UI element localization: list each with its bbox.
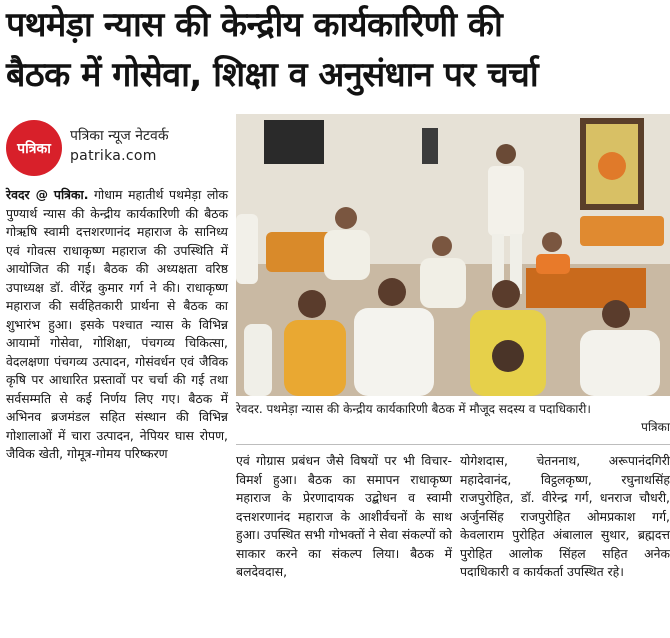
source-url[interactable]: patrika.com — [70, 148, 157, 164]
news-network-label: पत्रिका न्यूज नेटवर्क — [70, 128, 169, 144]
logo-text: पत्रिका — [17, 140, 51, 157]
dateline: रेवदर @ पत्रिका. — [6, 187, 89, 202]
article-column-3: योगेशदास, चेतननाथ, अरूपानंदगिरी महादेवानंद, विट्ठलकृष्ण, रघुनाथसिंह राजपुरोहित, डॉ. वीरेन्द्र गर्ग, धनराज चौधरी, अर्जुनसिंह राजपुरोहित ओमप्रकाश गर्ग, केवलाराम पुरोहित अंबालाल सुथार, ब्रह्मदत्त पुरोहित आलोक सिंहल सहित अनेक पदाधिकारी व कार्यकर्ता उपस्थित रहे। — [460, 453, 670, 579]
headline-line-2: बैठक में गोसेवा, शिक्षा व अनुसंधान पर चर्चा — [6, 55, 539, 95]
headline — [6, 0, 666, 100]
patrika-logo — [6, 120, 62, 176]
article-text-1: गोधाम महातीर्थ पथमेड़ा लोक पुण्यार्थ न्यास की केन्द्रीय कार्यकारिणी की बैठक गोऋषि स्वामी दत्तशरणानंद महाराज के सानिध्य एवं गोवत्स राधाकृष्ण महाराज की उपस्थिति में आयोजित की गई। बैठक की अध्यक्षता वरिष्ठ उपाध्यक्ष डॉ. वीरेंद्र कुमार गर्ग ने की। राधाकृष्ण महाराज की सर्वहितकारी प्रार्थना से बैठक का शुभारंभ हुआ। इसके पश्चात न्यास के विभिन्न आयामों गोसेवा, गोशिक्षा, पंचगव्य चिकित्सा, वेदलक्षणा पंचगव्य उत्पादन, गोसंवर्धन एवं जैविक कृषि पर आधारित प्रस्तावों पर चर्चा की गई तथा सर्वसम्मति से कई निर्णय लिए गए। बैठक में अभिनव ब्रजमंडल सहित संस्थान की विभिन्न गोशालाओं में चारा उत्पादन, नेपियर घास रोपण, जैविक खेती, गोमूत्र-गोमय परिष्करण — [6, 187, 228, 461]
photo-caption: रेवदर. पथमेड़ा न्यास की केन्द्रीय कार्यकारिणी बैठक में मौजूद सदस्य व पदाधिकारी। — [236, 402, 591, 416]
meeting-photo-illustration — [236, 114, 670, 396]
article-column-2: एवं गोग्रास प्रबंधन जैसे विषयों पर भी विचार-विमर्श हुआ। बैठक का समापन राधाकृष्ण महाराज के प्रेरणादायक उद्बोधन व स्वामी दत्तशरणानंद महाराज के आशीर्वचनों के साथ हुआ। उपस्थित सभी गोभक्तों ने सेवा संकल्पों को साकार करने का संकल्प लिया। बैठक में बलदेवदास, — [236, 453, 452, 579]
article-column-1 — [6, 186, 228, 464]
meeting-photo — [236, 114, 670, 396]
headline-line-1: पथमेड़ा न्यास की केन्द्रीय कार्यकारिणी की — [6, 5, 503, 45]
caption-divider — [236, 444, 670, 445]
photo-credit: पत्रिका — [641, 420, 670, 434]
